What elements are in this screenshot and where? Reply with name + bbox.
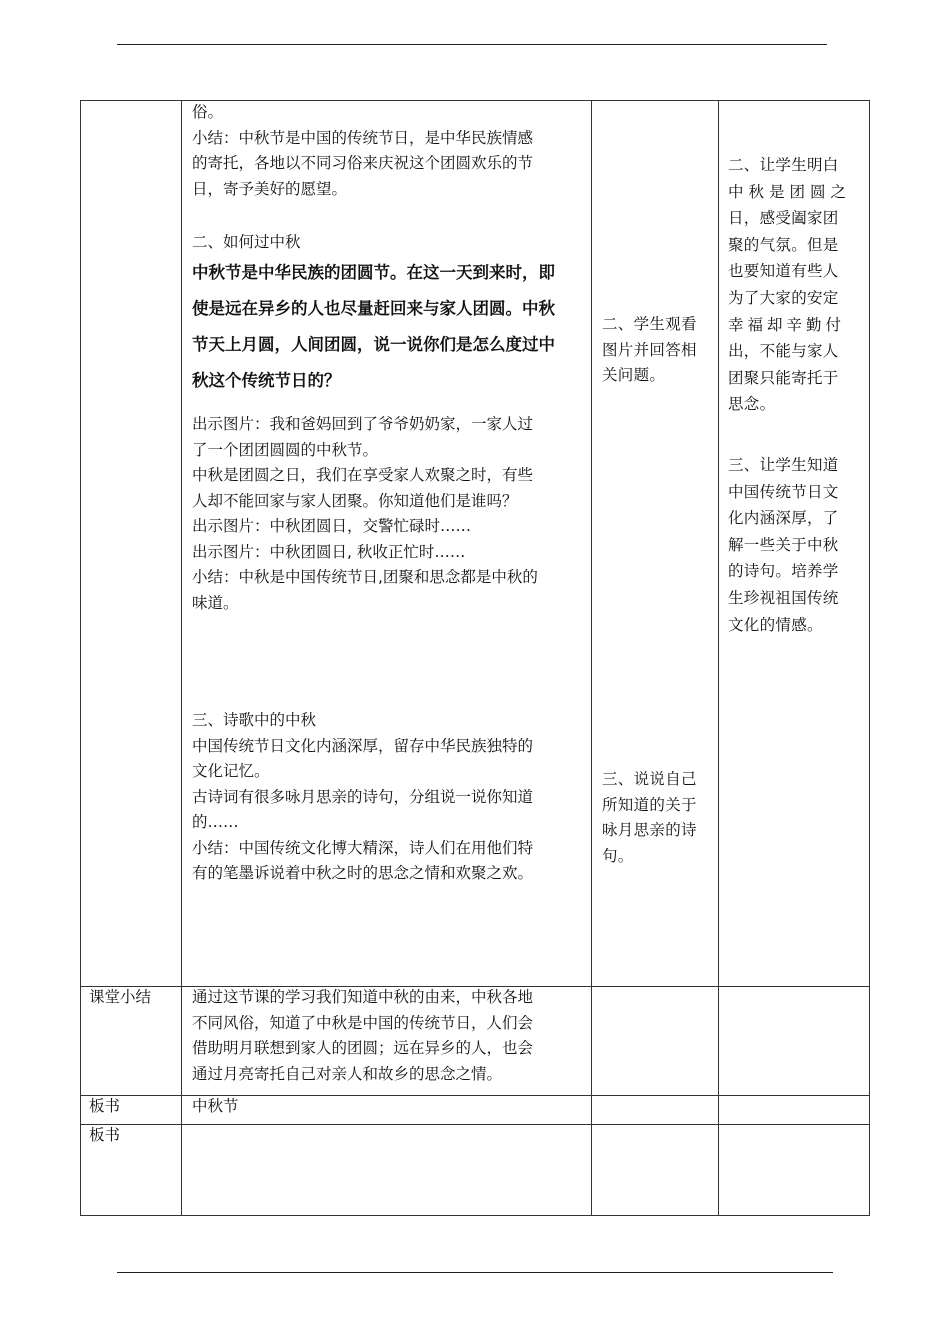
- intent-line: 幸福却辛勤付: [728, 315, 846, 334]
- question-line: 使是远在异乡的人也尽量赶回来与家人团圆。中秋: [192, 299, 555, 318]
- row-divider-board-2: [80, 1124, 870, 1125]
- table-border-right: [869, 100, 870, 1215]
- intent-line: 的诗句。培养学: [728, 562, 839, 581]
- body-line: 的……: [192, 813, 239, 831]
- body-line: 中国传统节日文化内涵深厚，留存中华民族独特的: [192, 736, 534, 755]
- activity-line: 二、学生观看: [602, 315, 697, 333]
- intent-line: 三、让学生知道: [728, 456, 839, 474]
- intent-line: 为了大家的安定: [728, 288, 839, 307]
- summary-line: 日，寄予美好的愿望。: [192, 179, 348, 198]
- question-line: 中秋节是中华民族的团圆节。在这一天到来时，即: [192, 263, 555, 282]
- summary-line: 小结：中秋节是中国的传统节日，是中华民族情感: [192, 128, 534, 147]
- body-line: 中秋是团圆之日，我们在享受家人欢聚之时，有些: [192, 466, 534, 484]
- question-line: 秋这个传统节日的？: [192, 371, 341, 390]
- intent-line: 中秋是团圆之: [728, 182, 852, 201]
- activity-line: 所知道的关于: [602, 795, 697, 814]
- body-line: 人却不能回家与家人团聚。你知道他们是谁吗？: [192, 491, 518, 510]
- intent-line: 聚的气氛。但是: [728, 235, 839, 254]
- summary-line: 的寄托，各地以不同习俗来庆祝这个团圆欢乐的节: [192, 154, 534, 172]
- question-line: 节天上月圆，人间团圆，说一说你们是怎么度过中: [192, 335, 555, 354]
- body-line: 有的笔墨诉说着中秋之时的思念之情和欢聚之欢。: [192, 864, 534, 882]
- summary-text-line: 借助明月联想到家人的团圆；远在异乡的人，也会: [192, 1039, 534, 1057]
- intent-line: 生珍视祖国传统: [728, 588, 839, 607]
- student-activity-2: [602, 312, 716, 389]
- table-border-left: [80, 100, 81, 1215]
- activity-line: 三、说说自己: [602, 770, 697, 788]
- section2-question: [192, 255, 592, 399]
- body-line: 古诗词有很多咏月思亲的诗句，分组说一说你知道: [192, 787, 534, 806]
- section2-heading: 二、如何过中秋: [192, 233, 301, 251]
- table-divider-3: [718, 100, 719, 1215]
- footer-rule: [117, 1272, 833, 1273]
- intent-line: 二、让学生明白: [728, 156, 839, 174]
- activity-line: 图片并回答相: [602, 340, 697, 359]
- board-text-1: 中秋节: [192, 1097, 239, 1115]
- class-summary-label: 课堂小结: [89, 988, 152, 1006]
- body-line: 小结：中秋是中国传统节日,团聚和思念都是中秋的: [192, 568, 538, 586]
- body-line: 了一个团团圆圆的中秋节。: [192, 440, 379, 459]
- intent-line: 团聚只能寄托于: [728, 368, 839, 387]
- section3: [192, 708, 588, 887]
- body-line: 味道。: [192, 593, 239, 612]
- activity-line: 咏月思亲的诗: [602, 821, 697, 839]
- summary-text-line: 通过这节课的学习我们知道中秋的由来，中秋各地: [192, 988, 534, 1006]
- intent-line: 化内涵深厚，了: [728, 509, 839, 528]
- table-border-bottom: [80, 1215, 870, 1216]
- body-line: 小结：中国传统文化博大精深，诗人们在用他们特: [192, 838, 534, 857]
- teaching-process-cell: [192, 100, 588, 202]
- intent-line: 文化的情感。: [728, 615, 823, 634]
- section2-body: [192, 412, 588, 616]
- body-line: 文化记忆。: [192, 762, 270, 780]
- design-intent-3: [728, 452, 866, 638]
- body-line: 出示图片：我和爸妈回到了爷爷奶奶家，一家人过: [192, 415, 534, 433]
- activity-line: 关问题。: [602, 366, 666, 384]
- board-label-2: 板书: [89, 1126, 121, 1144]
- section3-heading: 三、诗歌中的中秋: [192, 711, 317, 729]
- header-rule: [117, 44, 827, 45]
- summary-text-line: 通过月亮寄托自己对亲人和故乡的思念之情。: [192, 1064, 503, 1083]
- class-summary-text: [192, 985, 588, 1087]
- intent-line: 也要知道有些人: [728, 262, 839, 281]
- body-line: 出示图片：中秋团圆日, 秋收正忙时……: [192, 542, 466, 561]
- intent-line: 思念。: [728, 395, 776, 414]
- activity-line: 句。: [602, 846, 634, 865]
- summary-text-line: 不同风俗，知道了中秋是中国的传统节日，人们会: [192, 1013, 534, 1032]
- design-intent-2: [728, 152, 866, 418]
- board-label-1: 板书: [89, 1097, 121, 1115]
- body-line: 出示图片：中秋团圆日，交警忙碌时……: [192, 517, 472, 535]
- intent-line: 出，不能与家人: [728, 342, 839, 361]
- intent-line: 中国传统节日文: [728, 482, 839, 501]
- table-divider-1: [181, 100, 182, 1215]
- student-activity-3: [602, 767, 716, 869]
- intent-line: 日，感受阖家团: [728, 209, 839, 228]
- continuation-text: 俗。: [192, 103, 224, 121]
- intent-line: 解一些关于中秋: [728, 535, 839, 554]
